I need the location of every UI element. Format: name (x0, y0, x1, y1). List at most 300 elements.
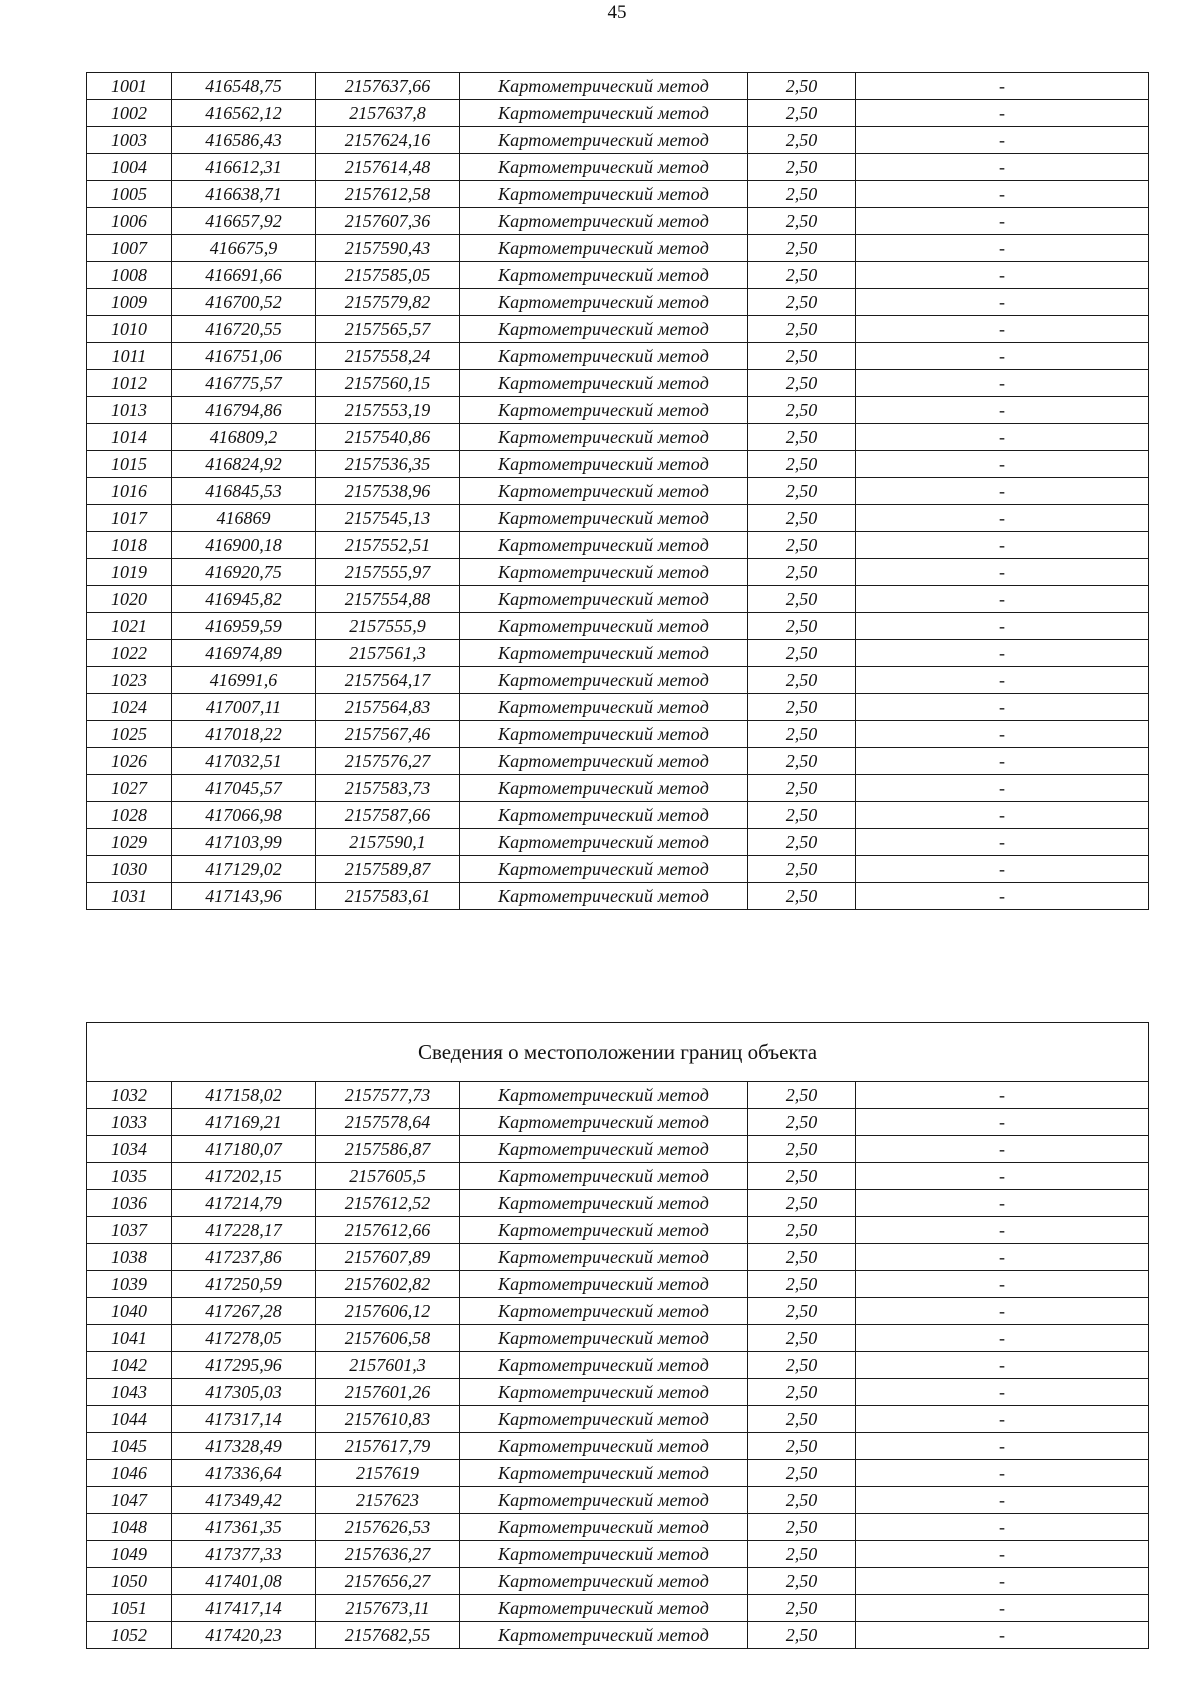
cell-point-number: 1037 (87, 1217, 172, 1244)
cell-accuracy: 2,50 (748, 829, 856, 856)
cell-method: Картометрический метод (460, 1217, 748, 1244)
table-row (87, 127, 1149, 154)
cell-coord-y: 2157583,73 (316, 775, 460, 802)
cell-coord-x: 417349,42 (172, 1487, 316, 1514)
cell-point-number: 1021 (87, 613, 172, 640)
cell-accuracy: 2,50 (748, 1595, 856, 1622)
table-row (87, 424, 1149, 451)
cell-point-number: 1034 (87, 1136, 172, 1163)
cell-description: - (856, 775, 1149, 802)
cell-description: - (856, 100, 1149, 127)
cell-point-number: 1022 (87, 640, 172, 667)
table-row (87, 397, 1149, 424)
cell-coord-x: 416920,75 (172, 559, 316, 586)
cell-method: Картометрический метод (460, 775, 748, 802)
cell-coord-x: 416691,66 (172, 262, 316, 289)
cell-method: Картометрический метод (460, 829, 748, 856)
cell-coord-x: 416869 (172, 505, 316, 532)
cell-accuracy: 2,50 (748, 559, 856, 586)
cell-coord-x: 416675,9 (172, 235, 316, 262)
cell-coord-x: 417317,14 (172, 1406, 316, 1433)
cell-coord-y: 2157590,1 (316, 829, 460, 856)
cell-point-number: 1040 (87, 1298, 172, 1325)
cell-method: Картометрический метод (460, 1595, 748, 1622)
cell-coord-y: 2157619 (316, 1460, 460, 1487)
cell-description: - (856, 1298, 1149, 1325)
cell-description: - (856, 127, 1149, 154)
table-row (87, 73, 1149, 100)
cell-accuracy: 2,50 (748, 478, 856, 505)
cell-coord-x: 417361,35 (172, 1514, 316, 1541)
cell-point-number: 1007 (87, 235, 172, 262)
cell-description: - (856, 532, 1149, 559)
cell-method: Картометрический метод (460, 586, 748, 613)
cell-coord-x: 417066,98 (172, 802, 316, 829)
cell-point-number: 1045 (87, 1433, 172, 1460)
cell-method: Картометрический метод (460, 1406, 748, 1433)
cell-method: Картометрический метод (460, 478, 748, 505)
cell-coord-x: 417417,14 (172, 1595, 316, 1622)
cell-accuracy: 2,50 (748, 208, 856, 235)
table-caption: Сведения о местоположении границ объекта (87, 1023, 1149, 1082)
table-row (87, 1541, 1149, 1568)
cell-coord-y: 2157583,61 (316, 883, 460, 910)
cell-description: - (856, 586, 1149, 613)
table-row (87, 1082, 1149, 1109)
cell-point-number: 1024 (87, 694, 172, 721)
table-row (87, 1136, 1149, 1163)
cell-description: - (856, 397, 1149, 424)
cell-point-number: 1047 (87, 1487, 172, 1514)
cell-point-number: 1005 (87, 181, 172, 208)
table-row (87, 1325, 1149, 1352)
cell-method: Картометрический метод (460, 1622, 748, 1649)
cell-coord-x: 416612,31 (172, 154, 316, 181)
cell-method: Картометрический метод (460, 208, 748, 235)
cell-coord-x: 416586,43 (172, 127, 316, 154)
cell-coord-y: 2157545,13 (316, 505, 460, 532)
cell-description: - (856, 478, 1149, 505)
table-1-body (87, 73, 1149, 910)
cell-point-number: 1039 (87, 1271, 172, 1298)
cell-method: Картометрический метод (460, 694, 748, 721)
cell-method: Картометрический метод (460, 1487, 748, 1514)
cell-coord-y: 2157555,9 (316, 613, 460, 640)
table-row (87, 1514, 1149, 1541)
cell-coord-x: 416794,86 (172, 397, 316, 424)
cell-description: - (856, 1190, 1149, 1217)
cell-method: Картометрический метод (460, 667, 748, 694)
cell-point-number: 1052 (87, 1622, 172, 1649)
cell-accuracy: 2,50 (748, 640, 856, 667)
cell-point-number: 1003 (87, 127, 172, 154)
cell-description: - (856, 721, 1149, 748)
cell-coord-y: 2157682,55 (316, 1622, 460, 1649)
cell-point-number: 1038 (87, 1244, 172, 1271)
cell-method: Картометрический метод (460, 397, 748, 424)
cell-method: Картометрический метод (460, 1298, 748, 1325)
cell-description: - (856, 1109, 1149, 1136)
cell-description: - (856, 1163, 1149, 1190)
cell-description: - (856, 1460, 1149, 1487)
cell-coord-x: 417295,96 (172, 1352, 316, 1379)
cell-coord-y: 2157614,48 (316, 154, 460, 181)
cell-coord-x: 417401,08 (172, 1568, 316, 1595)
table-row (87, 1460, 1149, 1487)
cell-accuracy: 2,50 (748, 181, 856, 208)
cell-coord-x: 417045,57 (172, 775, 316, 802)
cell-coord-y: 2157624,16 (316, 127, 460, 154)
cell-accuracy: 2,50 (748, 586, 856, 613)
cell-description: - (856, 613, 1149, 640)
cell-description: - (856, 1244, 1149, 1271)
table-row (87, 1271, 1149, 1298)
cell-coord-y: 2157552,51 (316, 532, 460, 559)
table-row (87, 1379, 1149, 1406)
table-row (87, 829, 1149, 856)
cell-accuracy: 2,50 (748, 1379, 856, 1406)
cell-coord-x: 417202,15 (172, 1163, 316, 1190)
cell-coord-y: 2157554,88 (316, 586, 460, 613)
cell-point-number: 1035 (87, 1163, 172, 1190)
cell-coord-y: 2157612,66 (316, 1217, 460, 1244)
coordinates-table-1 (86, 72, 1149, 910)
cell-coord-y: 2157579,82 (316, 289, 460, 316)
cell-coord-x: 417305,03 (172, 1379, 316, 1406)
cell-description: - (856, 181, 1149, 208)
cell-description: - (856, 1541, 1149, 1568)
cell-method: Картометрический метод (460, 1541, 748, 1568)
cell-point-number: 1016 (87, 478, 172, 505)
cell-accuracy: 2,50 (748, 1622, 856, 1649)
cell-coord-x: 416720,55 (172, 316, 316, 343)
cell-accuracy: 2,50 (748, 802, 856, 829)
cell-coord-y: 2157565,57 (316, 316, 460, 343)
cell-coord-y: 2157560,15 (316, 370, 460, 397)
cell-coord-x: 417328,49 (172, 1433, 316, 1460)
cell-coord-y: 2157576,27 (316, 748, 460, 775)
cell-description: - (856, 694, 1149, 721)
cell-description: - (856, 424, 1149, 451)
cell-point-number: 1026 (87, 748, 172, 775)
cell-coord-x: 416900,18 (172, 532, 316, 559)
cell-description: - (856, 1136, 1149, 1163)
cell-coord-x: 417169,21 (172, 1109, 316, 1136)
cell-description: - (856, 748, 1149, 775)
cell-coord-x: 416700,52 (172, 289, 316, 316)
cell-coord-x: 416657,92 (172, 208, 316, 235)
cell-coord-y: 2157656,27 (316, 1568, 460, 1595)
table-row (87, 1406, 1149, 1433)
cell-point-number: 1006 (87, 208, 172, 235)
table-row (87, 748, 1149, 775)
cell-method: Картометрический метод (460, 1109, 748, 1136)
table-row (87, 235, 1149, 262)
table-row (87, 883, 1149, 910)
cell-coord-x: 417267,28 (172, 1298, 316, 1325)
cell-accuracy: 2,50 (748, 100, 856, 127)
cell-point-number: 1009 (87, 289, 172, 316)
cell-coord-x: 416548,75 (172, 73, 316, 100)
cell-method: Картометрический метод (460, 235, 748, 262)
cell-method: Картометрический метод (460, 451, 748, 478)
page-number: 45 (607, 2, 627, 23)
cell-coord-x: 416959,59 (172, 613, 316, 640)
cell-coord-y: 2157612,58 (316, 181, 460, 208)
cell-coord-y: 2157607,89 (316, 1244, 460, 1271)
cell-coord-x: 416638,71 (172, 181, 316, 208)
cell-coord-y: 2157553,19 (316, 397, 460, 424)
table-row (87, 343, 1149, 370)
cell-coord-y: 2157605,5 (316, 1163, 460, 1190)
table-row (87, 181, 1149, 208)
cell-method: Картометрический метод (460, 1379, 748, 1406)
table-row (87, 613, 1149, 640)
cell-description: - (856, 1325, 1149, 1352)
cell-description: - (856, 1271, 1149, 1298)
cell-point-number: 1041 (87, 1325, 172, 1352)
cell-point-number: 1044 (87, 1406, 172, 1433)
cell-point-number: 1042 (87, 1352, 172, 1379)
cell-accuracy: 2,50 (748, 1109, 856, 1136)
cell-accuracy: 2,50 (748, 262, 856, 289)
cell-coord-y: 2157606,12 (316, 1298, 460, 1325)
cell-accuracy: 2,50 (748, 1433, 856, 1460)
table-row (87, 856, 1149, 883)
table-row (87, 505, 1149, 532)
table-row (87, 559, 1149, 586)
cell-method: Картометрический метод (460, 883, 748, 910)
cell-coord-y: 2157617,79 (316, 1433, 460, 1460)
cell-coord-y: 2157564,83 (316, 694, 460, 721)
cell-accuracy: 2,50 (748, 694, 856, 721)
cell-accuracy: 2,50 (748, 1082, 856, 1109)
cell-coord-y: 2157585,05 (316, 262, 460, 289)
table-row (87, 316, 1149, 343)
cell-description: - (856, 559, 1149, 586)
cell-coord-x: 417032,51 (172, 748, 316, 775)
cell-method: Картометрический метод (460, 316, 748, 343)
cell-description: - (856, 370, 1149, 397)
table-row (87, 208, 1149, 235)
cell-accuracy: 2,50 (748, 1541, 856, 1568)
table-row (87, 1568, 1149, 1595)
cell-accuracy: 2,50 (748, 343, 856, 370)
cell-coord-y: 2157538,96 (316, 478, 460, 505)
cell-point-number: 1018 (87, 532, 172, 559)
cell-description: - (856, 640, 1149, 667)
table-row (87, 586, 1149, 613)
cell-description: - (856, 289, 1149, 316)
cell-point-number: 1036 (87, 1190, 172, 1217)
table-row (87, 1244, 1149, 1271)
cell-point-number: 1050 (87, 1568, 172, 1595)
cell-coord-x: 416751,06 (172, 343, 316, 370)
cell-description: - (856, 856, 1149, 883)
cell-point-number: 1015 (87, 451, 172, 478)
table-caption-row (87, 1023, 1149, 1082)
cell-accuracy: 2,50 (748, 1352, 856, 1379)
cell-method: Картометрический метод (460, 1433, 748, 1460)
table-row (87, 1433, 1149, 1460)
cell-coord-y: 2157577,73 (316, 1082, 460, 1109)
cell-coord-y: 2157536,35 (316, 451, 460, 478)
cell-point-number: 1010 (87, 316, 172, 343)
cell-coord-x: 417278,05 (172, 1325, 316, 1352)
cell-accuracy: 2,50 (748, 73, 856, 100)
cell-method: Картометрический метод (460, 1082, 748, 1109)
cell-method: Картометрический метод (460, 1352, 748, 1379)
cell-method: Картометрический метод (460, 559, 748, 586)
cell-coord-x: 417007,11 (172, 694, 316, 721)
cell-accuracy: 2,50 (748, 883, 856, 910)
cell-method: Картометрический метод (460, 343, 748, 370)
cell-point-number: 1020 (87, 586, 172, 613)
table-row (87, 1217, 1149, 1244)
cell-accuracy: 2,50 (748, 1217, 856, 1244)
cell-description: - (856, 451, 1149, 478)
cell-coord-x: 417336,64 (172, 1460, 316, 1487)
cell-method: Картометрический метод (460, 856, 748, 883)
cell-coord-x: 417228,17 (172, 1217, 316, 1244)
cell-accuracy: 2,50 (748, 856, 856, 883)
cell-accuracy: 2,50 (748, 316, 856, 343)
cell-point-number: 1033 (87, 1109, 172, 1136)
cell-point-number: 1004 (87, 154, 172, 181)
cell-point-number: 1019 (87, 559, 172, 586)
cell-method: Картометрический метод (460, 370, 748, 397)
cell-accuracy: 2,50 (748, 1190, 856, 1217)
cell-description: - (856, 1379, 1149, 1406)
cell-accuracy: 2,50 (748, 775, 856, 802)
cell-accuracy: 2,50 (748, 748, 856, 775)
cell-description: - (856, 667, 1149, 694)
table-row (87, 532, 1149, 559)
cell-point-number: 1048 (87, 1514, 172, 1541)
cell-coord-x: 416809,2 (172, 424, 316, 451)
cell-method: Картометрический метод (460, 1514, 748, 1541)
cell-coord-y: 2157589,87 (316, 856, 460, 883)
cell-method: Картометрический метод (460, 1163, 748, 1190)
cell-coord-x: 416562,12 (172, 100, 316, 127)
cell-method: Картометрический метод (460, 1190, 748, 1217)
cell-point-number: 1023 (87, 667, 172, 694)
cell-coord-y: 2157567,46 (316, 721, 460, 748)
cell-point-number: 1027 (87, 775, 172, 802)
cell-coord-y: 2157612,52 (316, 1190, 460, 1217)
cell-point-number: 1001 (87, 73, 172, 100)
cell-accuracy: 2,50 (748, 1163, 856, 1190)
cell-coord-x: 417377,33 (172, 1541, 316, 1568)
cell-accuracy: 2,50 (748, 1406, 856, 1433)
cell-point-number: 1049 (87, 1541, 172, 1568)
cell-method: Картометрический метод (460, 1568, 748, 1595)
table-row (87, 1487, 1149, 1514)
cell-coord-y: 2157673,11 (316, 1595, 460, 1622)
cell-point-number: 1043 (87, 1379, 172, 1406)
cell-accuracy: 2,50 (748, 1244, 856, 1271)
cell-method: Картометрический метод (460, 100, 748, 127)
cell-coord-x: 417129,02 (172, 856, 316, 883)
cell-description: - (856, 802, 1149, 829)
cell-point-number: 1012 (87, 370, 172, 397)
cell-point-number: 1051 (87, 1595, 172, 1622)
cell-point-number: 1014 (87, 424, 172, 451)
cell-point-number: 1013 (87, 397, 172, 424)
cell-method: Картометрический метод (460, 1244, 748, 1271)
cell-coord-y: 2157586,87 (316, 1136, 460, 1163)
cell-accuracy: 2,50 (748, 397, 856, 424)
cell-method: Картометрический метод (460, 424, 748, 451)
cell-coord-x: 417103,99 (172, 829, 316, 856)
cell-description: - (856, 208, 1149, 235)
table-row (87, 451, 1149, 478)
table-row (87, 154, 1149, 181)
cell-accuracy: 2,50 (748, 667, 856, 694)
cell-method: Картометрический метод (460, 721, 748, 748)
cell-method: Картометрический метод (460, 613, 748, 640)
cell-accuracy: 2,50 (748, 370, 856, 397)
cell-description: - (856, 1433, 1149, 1460)
table-row (87, 667, 1149, 694)
cell-point-number: 1032 (87, 1082, 172, 1109)
cell-coord-x: 417214,79 (172, 1190, 316, 1217)
cell-coord-y: 2157636,27 (316, 1541, 460, 1568)
table-row (87, 1190, 1149, 1217)
table-row (87, 1163, 1149, 1190)
cell-coord-y: 2157601,26 (316, 1379, 460, 1406)
cell-method: Картометрический метод (460, 748, 748, 775)
cell-accuracy: 2,50 (748, 532, 856, 559)
cell-coord-y: 2157637,8 (316, 100, 460, 127)
table-row (87, 1298, 1149, 1325)
cell-description: - (856, 343, 1149, 370)
cell-coord-x: 416824,92 (172, 451, 316, 478)
cell-accuracy: 2,50 (748, 721, 856, 748)
cell-description: - (856, 1595, 1149, 1622)
cell-accuracy: 2,50 (748, 1514, 856, 1541)
cell-method: Картометрический метод (460, 1136, 748, 1163)
cell-point-number: 1008 (87, 262, 172, 289)
cell-accuracy: 2,50 (748, 1298, 856, 1325)
cell-coord-y: 2157602,82 (316, 1271, 460, 1298)
table-row (87, 1622, 1149, 1649)
cell-accuracy: 2,50 (748, 1568, 856, 1595)
cell-coord-x: 417250,59 (172, 1271, 316, 1298)
cell-method: Картометрический метод (460, 505, 748, 532)
cell-method: Картометрический метод (460, 289, 748, 316)
cell-description: - (856, 1514, 1149, 1541)
cell-coord-y: 2157601,3 (316, 1352, 460, 1379)
cell-coord-y: 2157607,36 (316, 208, 460, 235)
cell-coord-y: 2157637,66 (316, 73, 460, 100)
cell-description: - (856, 829, 1149, 856)
cell-accuracy: 2,50 (748, 1136, 856, 1163)
cell-description: - (856, 154, 1149, 181)
table-row (87, 1595, 1149, 1622)
table-row (87, 100, 1149, 127)
cell-accuracy: 2,50 (748, 1460, 856, 1487)
cell-point-number: 1028 (87, 802, 172, 829)
cell-method: Картометрический метод (460, 640, 748, 667)
cell-method: Картометрический метод (460, 262, 748, 289)
cell-coord-y: 2157623 (316, 1487, 460, 1514)
cell-coord-y: 2157610,83 (316, 1406, 460, 1433)
cell-accuracy: 2,50 (748, 1487, 856, 1514)
cell-point-number: 1046 (87, 1460, 172, 1487)
cell-accuracy: 2,50 (748, 424, 856, 451)
cell-coord-y: 2157558,24 (316, 343, 460, 370)
